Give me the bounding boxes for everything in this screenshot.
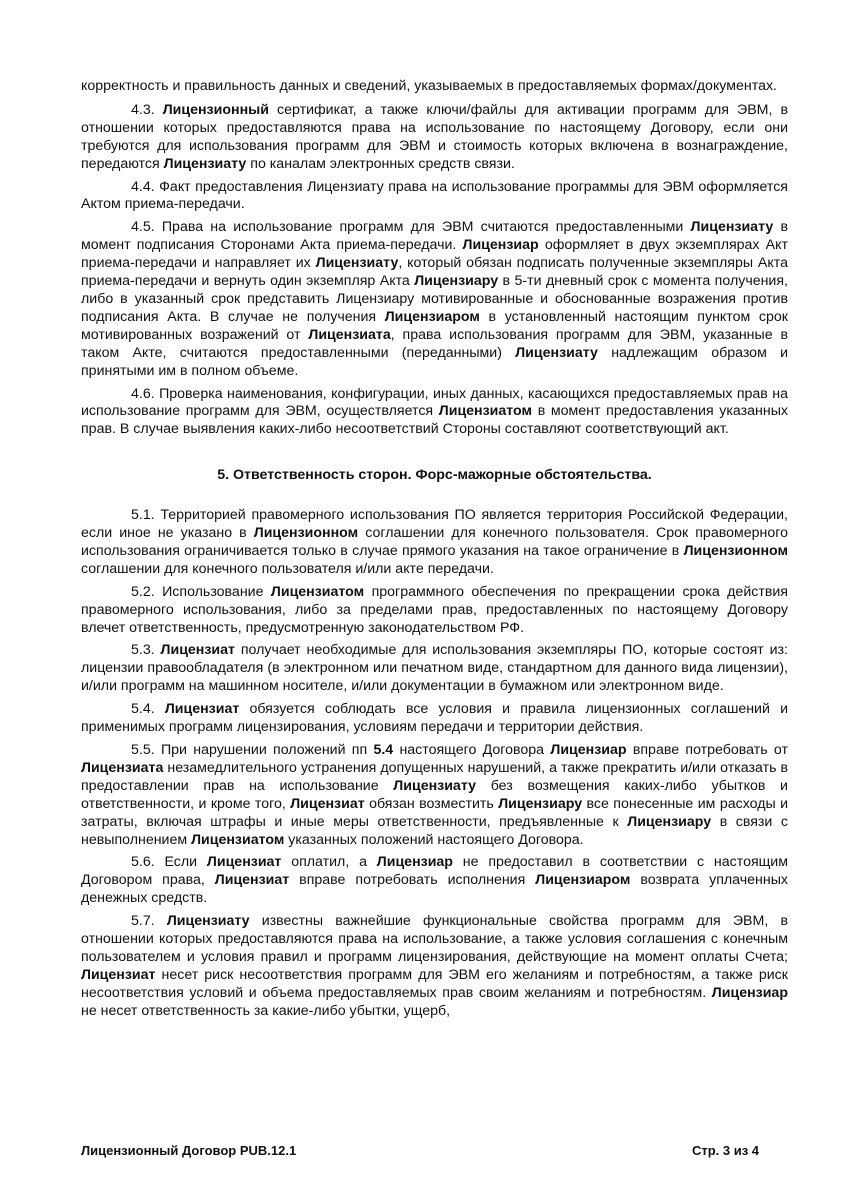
- clause-number: 5.7.: [131, 913, 155, 930]
- clause-text: Лицензиат получает необходимые для использования экземпляры ПО, которые состоят из: лицензии правообладателя (в электронном или печатном виде, стандартном для данного вида лицензии), и/или программ на машинном носителе, и/или документации в бумажном или электронном виде.: [81, 642, 788, 695]
- clause-text: Проверка наименования, конфигурации, иных данных, касающихся предоставляемых прав на использование программ для ЭВМ, осуществляется Лицензиатом в момент предоставления указанных прав. В случае выявления каких-либо несоответствий Стороны составляют соответствующий акт.: [81, 385, 788, 438]
- footer-page-number: Стр. 3 из 4: [691, 1143, 759, 1158]
- clause-5-7: [81, 913, 788, 1020]
- clause-5-2: [81, 584, 788, 638]
- clause-5-6: [81, 854, 788, 908]
- clause-text: Территорией правомерного использования ПО является территория Российской Федерации, если иное не указано в Лицензионном соглашении для конечного пользователя. Срок правомерного использования ограничивается только в случае прямого указания на такое ограничение в Лицензионном соглашении для конечного пользователя и/или акте передачи.: [81, 507, 788, 577]
- clause-text: Факт предоставления Лицензиату права на использование программы для ЭВМ оформляется Актом приема-передачи.: [81, 178, 788, 213]
- clause-text: Если Лицензиат оплатил, а Лицензиар не предоставил в соответствии с настоящим Договором права, Лицензиат вправе потребовать исполнения Лицензиаром возврата уплаченных денежных средств.: [81, 854, 788, 907]
- clause-text: При нарушении положений пп 5.4 настоящего Договора Лицензиар вправе потребовать от Лицензиата незамедлительного устранения допущенных нарушений, а также прекратить и/или отказать в предоставлении прав на использование Лицензиату без возмещения каких-либо убытков и ответственности, и кроме того, Лицензиат обязан возместить Лицензиару все понесенные им расходы и затраты, включая штрафы и иные меры ответственности, предъявленные к Лицензиару в связи с невыполнением Лицензиатом указанных положений настоящего Договора.: [81, 742, 789, 848]
- clause-5-3: [81, 642, 788, 696]
- clause-number: 5.2.: [131, 583, 155, 600]
- clause-number: 5.5.: [131, 742, 155, 758]
- clause-5-5: [81, 742, 788, 849]
- clause-number: 5.6.: [131, 854, 155, 871]
- section-5-clauses: [81, 507, 788, 1020]
- clause-number: 4.6.: [131, 385, 155, 402]
- intro-paragraph: корректность и правильность данных и сведений, указываемых в предоставляемых формах/документах.: [81, 78, 777, 94]
- clause-5-1: [81, 507, 788, 579]
- section-4-clauses: [81, 102, 788, 439]
- clause-number: 5.4.: [131, 701, 155, 718]
- clause-4-4: [81, 179, 788, 215]
- footer-document-title: Лицензионный Договор PUB.12.1: [81, 1143, 297, 1158]
- clause-text: Использование Лицензиатом программного обеспечения по прекращении срока действия правомерного использования, либо за пределами прав, предоставленных по настоящему Договору влечет ответственность, предусмотренную законодательством РФ.: [81, 583, 788, 636]
- clause-number: 4.4.: [131, 178, 155, 195]
- clause-text: Лицензионный сертификат, а также ключи/файлы для активации программ для ЭВМ, в отношении которых предоставляются права на использование по настоящему Договору, если они требуются для использования программ для ЭВМ и стоимость которых включена в вознаграждение, передаются Лицензиату по каналам электронных средств связи.: [81, 101, 788, 172]
- clause-4-5: [81, 219, 788, 380]
- clause-5-4: [81, 701, 788, 737]
- clause-text: Лицензиат обязуется соблюдать все условия и правила лицензионных соглашений и применимых программ лицензирования, условиям передачи и территории действия.: [81, 701, 788, 736]
- clause-text: Права на использование программ для ЭВМ считаются предоставленными Лицензиату в момент подписания Сторонами Акта приема-передачи. Лицензиар оформляет в двух экземплярах Акт приема-передачи и направляет их Лицензиату, который обязан подписать полученные экземпляры Акта приема-передачи и вернуть один экземпляр Акта Лицензиару в 5-ти дневный срок с момента получения, либо в указанный срок представить Лицензиару мотивированные и обоснованные возражения против подписания Акта. В случае не получения Лицензиаром в установленный настоящим пунктом срок мотивированных возражений от Лицензиата, права использования программ для ЭВМ, указанные в таком Акте, считаются предоставленными (переданными) Лицензиату надлежащим образом и принятыми им в полном объеме.: [81, 219, 788, 379]
- clause-4-3: [81, 102, 788, 174]
- section-5-heading: 5. Ответственность сторон. Форс-мажорные обстоятельства.: [217, 467, 652, 484]
- clause-number: 5.1.: [131, 507, 155, 524]
- clause-number: 4.3.: [131, 101, 155, 118]
- clause-4-6: [81, 386, 788, 440]
- clause-number: 4.5.: [131, 219, 155, 236]
- document-page: [81, 78, 788, 1021]
- clause-text: Лицензиату известны важнейшие функциональные свойства программ для ЭВМ, в отношении которых предоставляются права на использование, а также условия соглашения с конечным пользователем и условия правил и программ лицензирования, действующие на момент оплаты Счета; Лицензиат несет риск несоответствия программ для ЭВМ его желаниям и потребностям, а также риск несоответствия условий и объема предоставляемых прав своим желаниям и потребностям. Лицензиар не несет ответственность за какие-либо убытки, ущерб,: [81, 913, 788, 1019]
- clause-number: 5.3.: [131, 642, 155, 659]
